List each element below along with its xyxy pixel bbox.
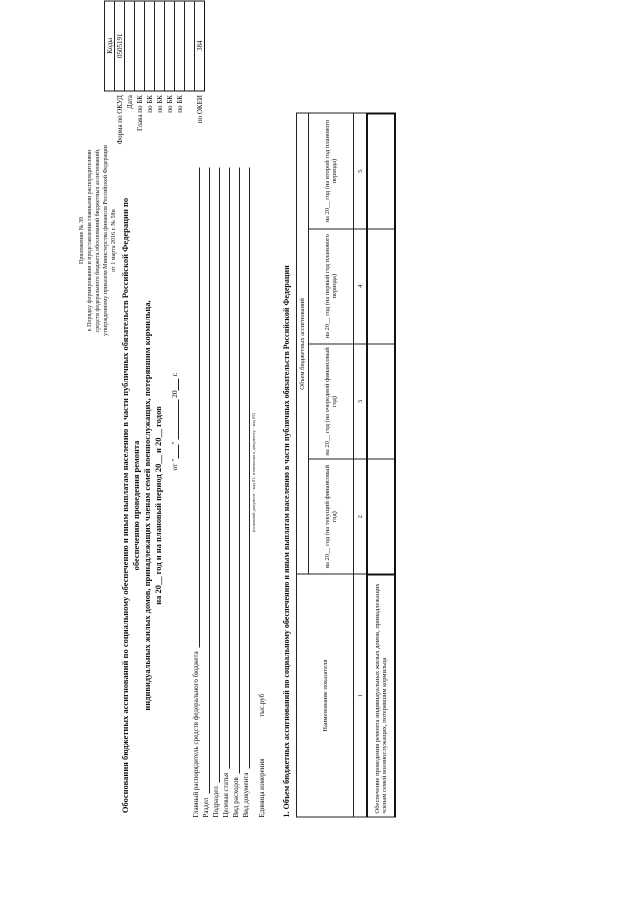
codes-value (175, 1, 185, 91)
date-quote: " (170, 441, 179, 445)
codes-label: Глава по БК (135, 94, 144, 131)
appropriations-table (296, 112, 396, 817)
codes-table (104, 0, 205, 170)
field-row (190, 167, 200, 817)
col-number: 1 (354, 574, 368, 817)
codes-label: по БК (175, 94, 184, 113)
date-prefix: от " (170, 458, 179, 470)
codes-label: по БК (155, 94, 164, 113)
field-row (210, 167, 220, 817)
field-label: Главный распорядитель средств федерального бюджета (192, 650, 200, 817)
appendix-text-3: утвержденному приказом Министерства финансов Российской Федерации (103, 144, 109, 336)
field-line (201, 167, 210, 793)
table-cell (367, 228, 395, 343)
appendix-text-2: средств федерального бюджета обоснований бюджетных ассигнований, (95, 148, 101, 332)
codes-value (145, 1, 155, 91)
date-year: 20 (170, 389, 179, 398)
col-current-year: на 20__ год (на текущий финансовый год) (309, 459, 354, 574)
section-1-title: 1. Объем бюджетных ассигнований по социальному обеспечению и иным выплатам населению в части публичных обязательств Российской Федерации (282, 264, 291, 817)
header-fields (190, 167, 256, 817)
table-cell (367, 343, 395, 458)
document-title (120, 180, 164, 830)
table-cell (367, 459, 395, 574)
codes-value (135, 1, 145, 91)
date-line (170, 372, 179, 470)
codes-value (155, 1, 165, 91)
field-line (191, 167, 200, 647)
field-row (200, 167, 210, 817)
date-day-blank (170, 444, 179, 458)
field-line (241, 167, 250, 768)
date-year-blank (170, 378, 179, 390)
col-number: 4 (354, 228, 368, 343)
codes-label: по БК (145, 94, 154, 113)
field-row (230, 167, 240, 817)
field-label: Вид расходов (232, 776, 240, 817)
col-number: 3 (354, 343, 368, 458)
codes-label: Дата (125, 94, 134, 109)
appendix-text-1: к Порядку формирования и представления главными распорядителями (87, 149, 93, 331)
table-cell (367, 113, 395, 228)
title-line-3: на 20__ год и на плановый период 20__ и 20__ годов (153, 405, 163, 605)
unit-value: тыс.руб (258, 693, 266, 717)
col-group-volume: Объем бюджетных ассигнований (297, 113, 309, 574)
field-line (231, 167, 240, 773)
unit-of-measure (258, 693, 266, 817)
field-line (211, 167, 220, 782)
unit-label: Единица измерения (258, 758, 266, 817)
field-label: Целевая статья (222, 772, 230, 817)
appendix-number: Приложение № 39 (79, 216, 85, 264)
codes-value: 0505191 (115, 1, 125, 91)
codes-value (125, 1, 135, 91)
codes-label (185, 90, 195, 170)
col-indicator-name: Наименование показателя (297, 574, 354, 817)
col-plan-year-1: на 20__ год (на первый год планового периода) (309, 228, 354, 343)
codes-label: по ОКЕИ (195, 94, 204, 123)
col-plan-year-2: на 20__ год (на второй год планового периода) (309, 113, 354, 228)
codes-label: по БК (165, 94, 174, 113)
field-row (240, 167, 250, 817)
field-label: Подраздел (212, 785, 220, 817)
codes-value (165, 1, 175, 91)
col-number: 5 (354, 113, 368, 228)
col-number: 2 (354, 459, 368, 574)
codes-header: Коды (105, 1, 115, 91)
date-month-blank (170, 399, 179, 439)
field-row (220, 167, 230, 817)
appendix-text-4: от 1 марта 2016 г. № 58н (111, 208, 117, 272)
field-label: Вид документа (242, 771, 250, 817)
title-line-2: индивидуальных жилых домов, принадлежащих членам семей военнослужащих, потерявшим кормильца, (142, 299, 152, 711)
field-label: Раздел (202, 797, 210, 817)
codes-value (185, 1, 195, 91)
codes-value: 384 (195, 1, 205, 91)
col-next-year: на 20__ год (на очередной финансовый год) (309, 343, 354, 458)
codes-label: Форма по ОКУД (115, 94, 124, 144)
title-line-1: Обоснования бюджетных ассигнований по социальному обеспечению и иным выплатам населению в части публичных обязательств Российской Федерации по обеспечению проведения ремонта (120, 197, 141, 813)
field-line (221, 167, 230, 768)
row-label: Обеспечение проведения ремонта индивидуальных жилых домов, принадлежащих членам семей военнослужащих, потерявшим кормильца (367, 574, 395, 817)
date-suffix: г. (170, 371, 179, 376)
document-type-hint: (основной документ - код 01; изменения к документу - код 02) (251, 412, 256, 532)
